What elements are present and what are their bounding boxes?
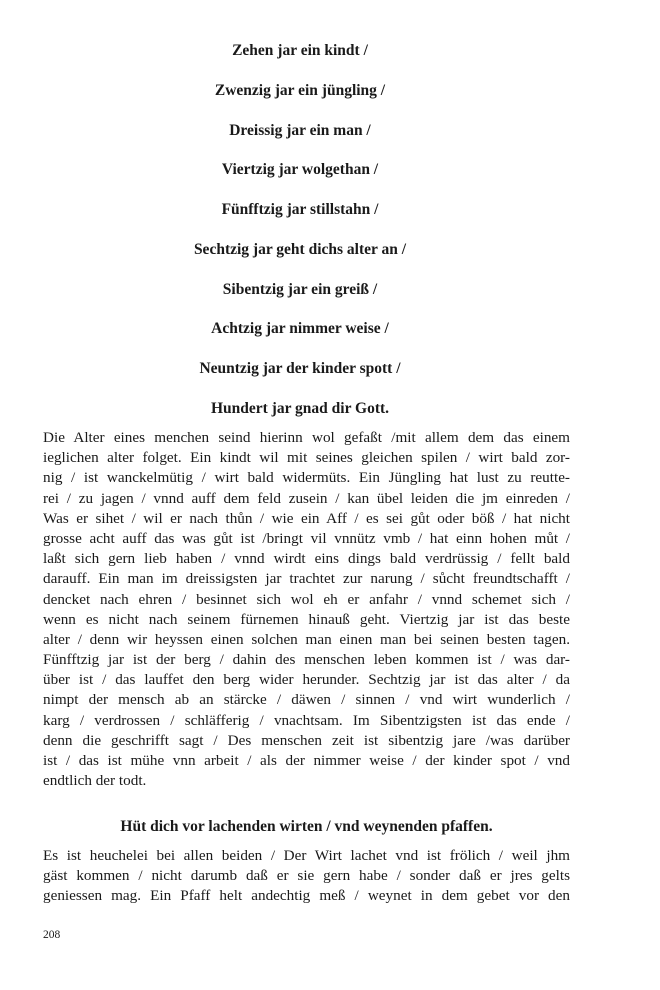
- verse-line: Fünfftzig jar stillstahn /: [221, 201, 379, 218]
- paragraph-heuchelei: [43, 846, 570, 907]
- text-line: Fünfftzig jar ist der berg / dahin des menschen leben kommen ist / was dar-: [43, 651, 570, 669]
- text-line: rei / zu jagen / vnnd auff dem feld zusein / kan übel leiden die jm einreden /: [43, 489, 570, 507]
- page-number: 208: [43, 929, 61, 941]
- text-line: geniessen mag. Ein Pfaff helt andechtig meß / weynet in dem gebet vor den: [43, 887, 570, 905]
- verse-line: Viertzig jar wolgethan /: [221, 161, 379, 178]
- text-line: ieglichen alter folget. Ein kindt wil mit seines gleichen spilen / wirt bald zor-: [43, 449, 570, 467]
- text-line: gäst kommen / nicht darumb daß er sie gern habe / sonder daß er jres gelts: [43, 867, 570, 885]
- text-line: nig / ist wanckelmütig / wirt bald widermüts. Ein Jüngling hat lust zu reutte-: [43, 469, 570, 487]
- text-line: ist / das ist mühe vnn arbeit / als der nimmer weise / der kinder spot / vnd: [43, 752, 570, 769]
- text-line: karg / verdrossen / schläfferig / vnachtsam. Im Sibentzigsten ist das ende /: [43, 711, 570, 729]
- text-line: Es ist heuchelei bei allen beiden / Der Wirt lachet vnd ist frölich / weil jhm: [43, 847, 570, 864]
- verse-line: Zehen jar ein kindt /: [232, 42, 368, 59]
- section-heading: Hüt dich vor lachenden wirten / vnd weynenden pfaffen.: [120, 818, 493, 835]
- text-line: alter / denn wir heyssen einen solchen man einen man bei seinen besten tagen.: [43, 630, 570, 648]
- text-line: Was er sihet / wil er nach thůn / wie ein Aff / es sei gůt oder böß / hat nicht: [43, 509, 570, 527]
- verse-line: Sibentzig jar ein greiß /: [222, 281, 378, 298]
- text-line: Die Alter eines menchen seind hierinn wol gefaßt /mit allem dem das einem: [43, 429, 570, 446]
- verse-line: Hundert jar gnad dir Gott.: [210, 400, 390, 417]
- verse-line: Neuntzig jar der kinder spott /: [199, 360, 401, 377]
- text-line: denn die geschrifft sagt / Des menschen zeit ist sibentzig jare /was darüber: [43, 731, 570, 749]
- text-line: nimpt der mensch ab an stärcke / däwen / sinnen / vnd wirt wunderlich /: [43, 691, 570, 709]
- text-line: grosse acht auff das was gůt ist /bringt vil vnnütz vmb / hat einn hohen můt /: [43, 529, 570, 547]
- verse-line: Achtzig jar nimmer weise /: [211, 320, 389, 337]
- verse-line: Sechtzig jar geht dichs alter an /: [193, 241, 407, 258]
- text-line: endtlich der todt.: [43, 772, 147, 790]
- verse-line: Zwenzig jar ein jüngling /: [214, 82, 386, 99]
- text-line: dencket nach ehren / besinnet sich wol eh er anfahr / vnnd schemet sich /: [43, 590, 570, 608]
- text-line: wenn es nicht nach seinem fürnemen hinauß geht. Viertzig jar ist das beste: [43, 610, 570, 628]
- text-line: über ist / das lauffet den berg wider herunder. Sechtzig jar ist das alter / da: [43, 671, 570, 689]
- text-line: darauff. Ein man im dreissigsten jar trachtet zur narung / sůcht freundtschafft /: [43, 570, 570, 588]
- verse-line: Dreissig jar ein man /: [229, 122, 371, 139]
- text-line: laßt sich gern lieb haben / vnnd wirdt eins dings bald verdrüssig / fellt bald: [43, 550, 570, 568]
- paragraph-ages-of-man: [43, 428, 570, 791]
